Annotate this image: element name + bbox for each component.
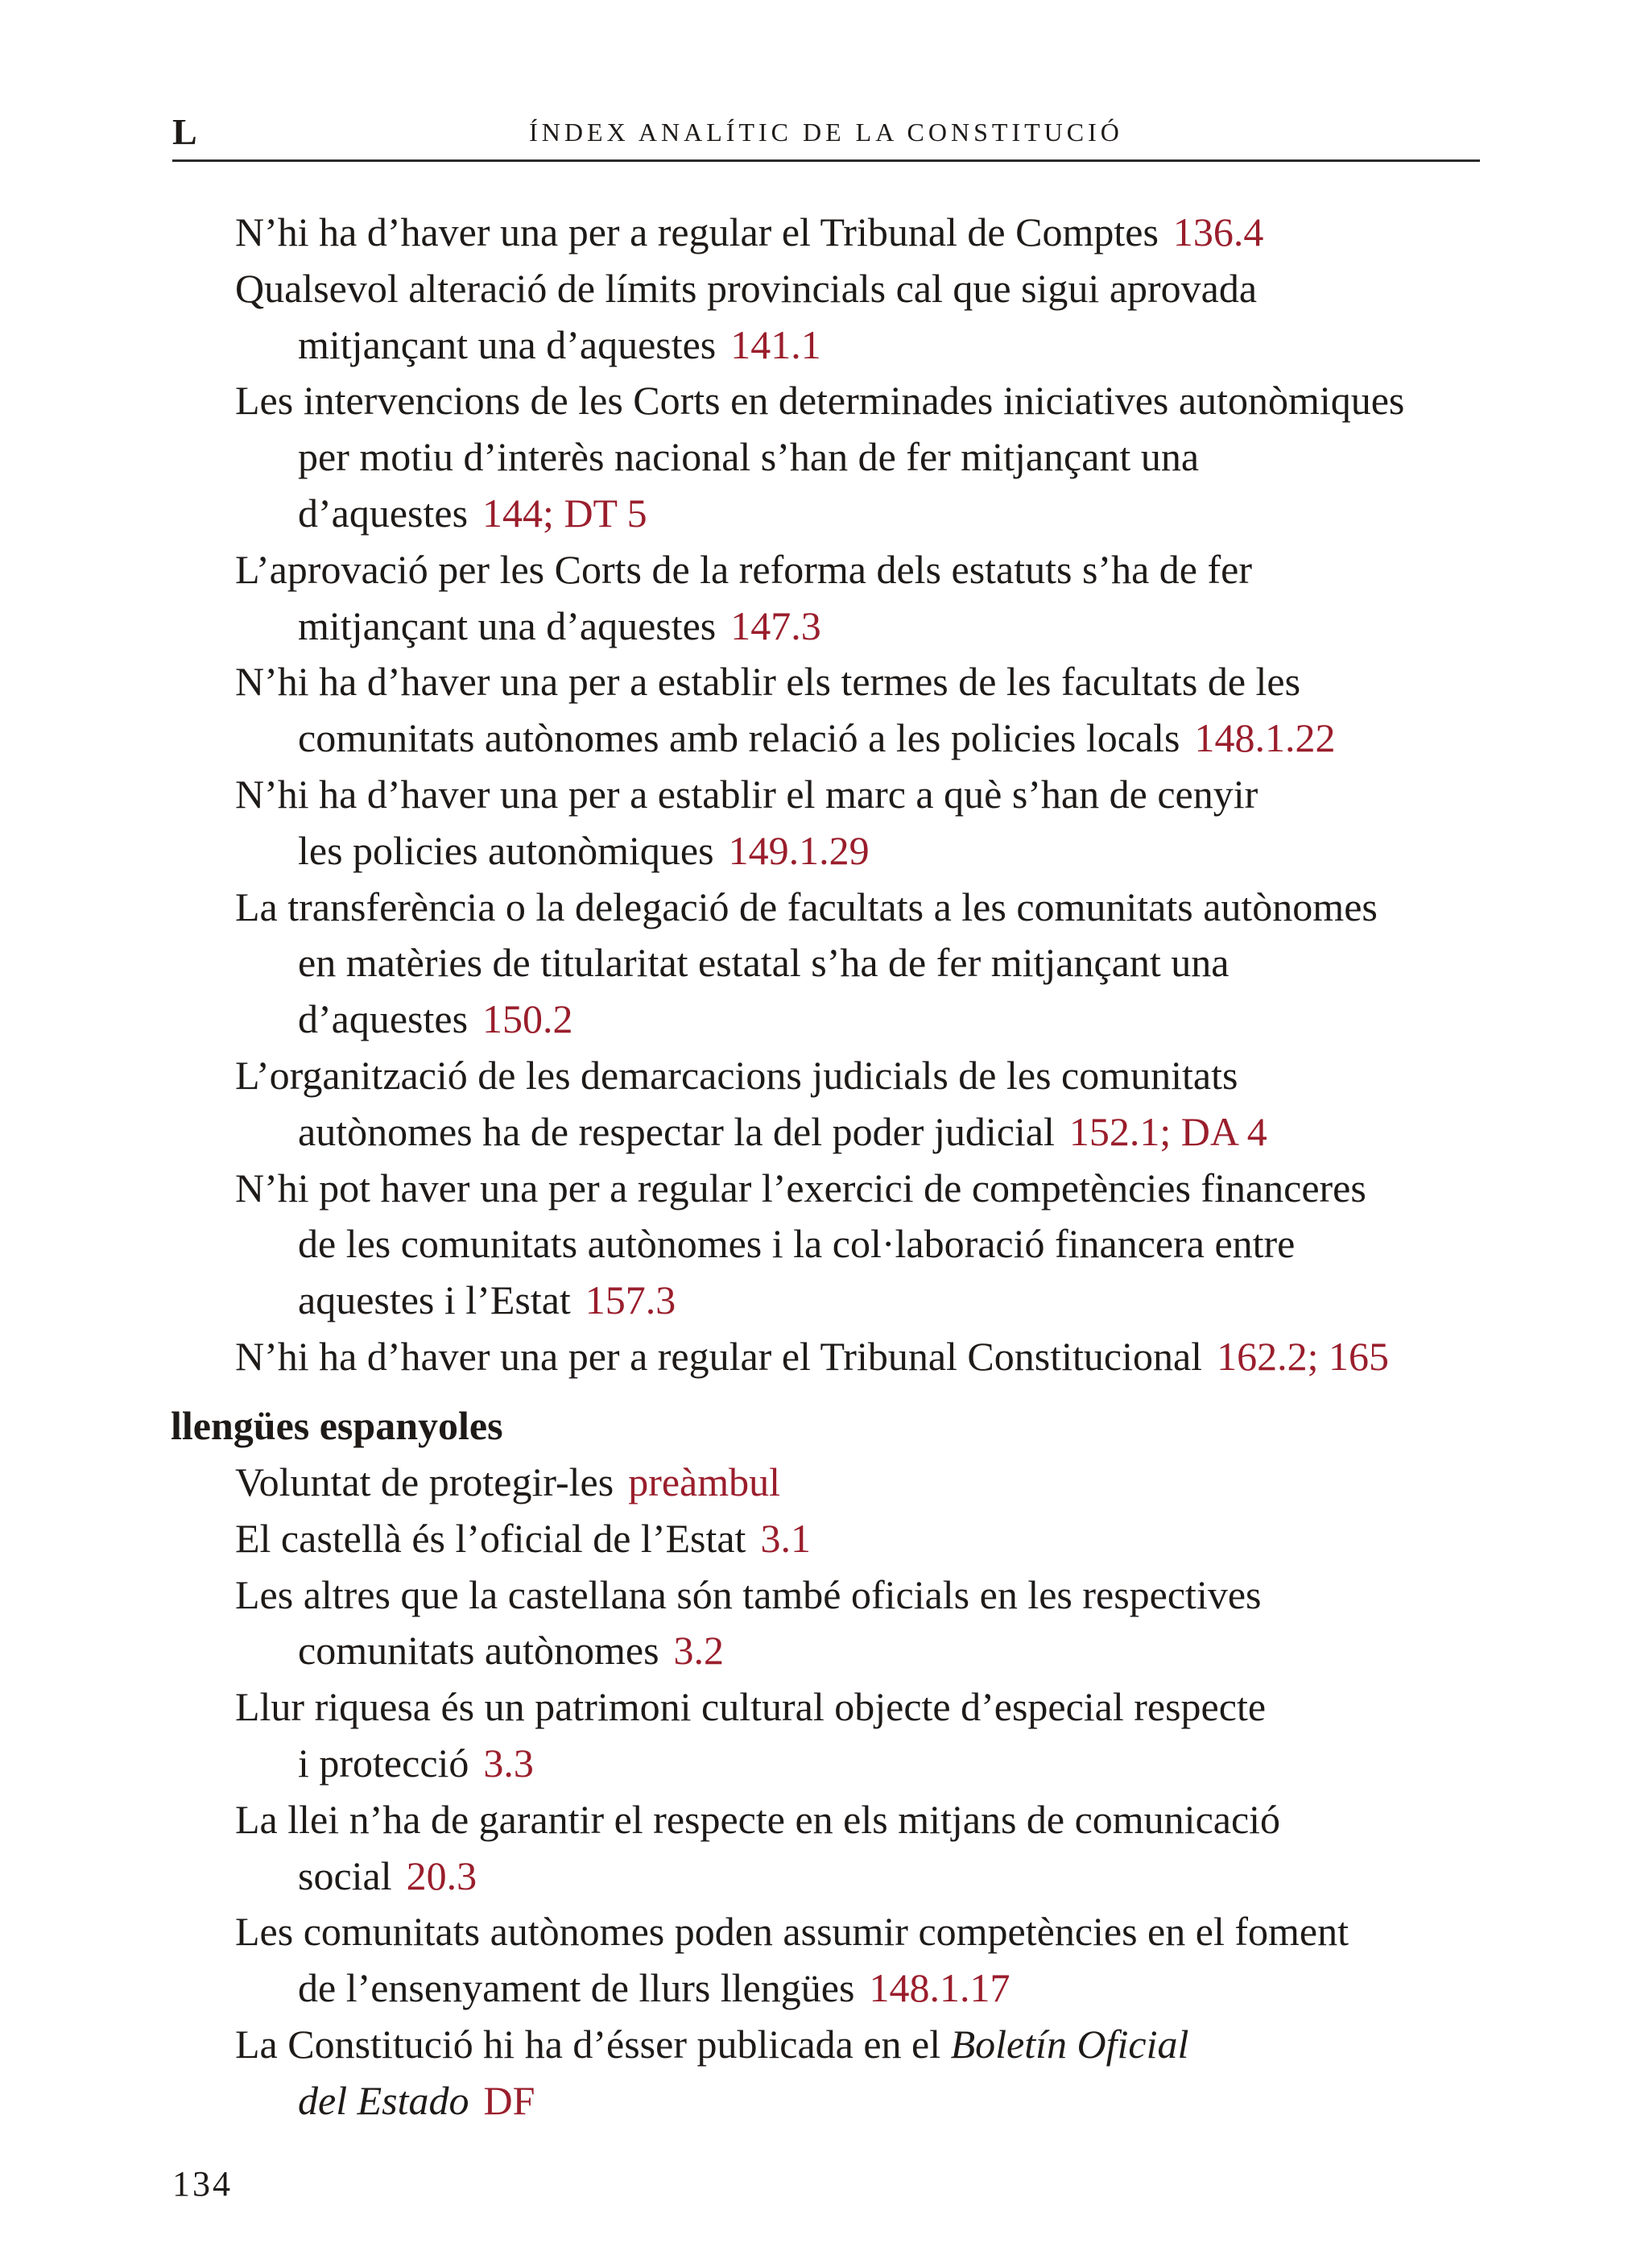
header-rule [172,159,1480,162]
entry-line [235,1682,1266,1731]
entry-line [235,657,1300,706]
article-reference: 157.3 [585,1277,676,1322]
entry-line [235,1051,1238,1099]
entry-continuation-line [298,432,1199,481]
entry-text: comunitats autònomes [298,1628,659,1673]
entry-continuation-line [298,1739,534,1787]
running-title: ÍNDEX ANALÍTIC DE LA CONSTITUCIÓ [529,118,1123,147]
entry-text: per motiu d’interès nacional s’han de fer mitjançant una [298,434,1200,479]
entry-line [235,1514,811,1562]
entry-text: les policies autonòmiques [298,828,714,873]
entry-continuation-line [298,1107,1267,1156]
entry-continuation-line [298,1219,1295,1268]
article-reference: 3.1 [760,1516,811,1561]
index-heading: llengües espanyoles [171,1403,503,1448]
entry-italic-title: Boletín Oficial [950,2022,1189,2067]
entry-text: La llei n’ha de garantir el respecte en els mitjans de comunicació [235,1797,1281,1842]
entry-line [235,770,1258,818]
entry-text: social [298,1853,392,1898]
entry-text: L’organització de les demarcacions judicials de les comunitats [235,1053,1238,1098]
entry-line [235,883,1378,931]
entry-line [235,376,1404,424]
entry-continuation-line [298,1626,724,1674]
entry-text: Les intervencions de les Corts en determinades iniciatives autonòmiques [235,378,1405,423]
entry-continuation-line [298,826,870,875]
section-letter: L [172,111,197,152]
entry-text: La transferència o la delegació de facultats a les comunitats autònomes [235,884,1378,929]
entry-continuation-line [298,1276,676,1324]
entry-line [235,1571,1262,1619]
entry-text: Les comunitats autònomes poden assumir competències en el foment [235,1909,1349,1954]
entry-text: El castellà és l’oficial de l’Estat [235,1516,746,1561]
page-number: 134 [172,2164,233,2204]
entry-line [235,2020,1188,2068]
entry-text: N’hi ha d’haver una per a regular el Tribunal Constitucional [235,1334,1203,1379]
article-reference: 149.1.29 [728,828,870,873]
article-reference: 152.1; DA 4 [1068,1109,1267,1154]
entry-text: de les comunitats autònomes i la col·laboració financera entre [298,1221,1296,1266]
entry-continuation-line [298,995,573,1043]
entry-line [235,1164,1366,1212]
entry-text: d’aquestes [298,996,469,1041]
article-reference: 20.3 [406,1853,477,1898]
entry-text: Voluntat de protegir-les [235,1459,614,1504]
article-reference: DF [483,2078,535,2123]
entry-text: La Constitució hi ha d’ésser publicada en el [235,2022,951,2067]
entry-continuation-line [298,321,821,369]
article-reference: 3.3 [483,1740,534,1786]
entry-line [235,264,1257,312]
entry-continuation-line [298,1964,1010,2012]
entry-text: N’hi pot haver una per a regular l’exercici de competències financeres [235,1165,1366,1211]
entry-text: aquestes i l’Estat [298,1277,571,1322]
entry-continuation-line [298,2076,535,2125]
entry-line [235,545,1252,594]
article-reference: 144; DT 5 [482,490,647,536]
entry-line [235,1795,1280,1844]
entry-continuation-line [298,602,821,650]
entry-text: de l’ensenyament de llurs llengües [298,1965,855,2010]
entry-continuation-line [298,1852,477,1900]
entry-text: Les altres que la castellana són també oficials en les respectives [235,1572,1262,1617]
entry-text: comunitats autònomes amb relació a les policies locals [298,715,1180,760]
article-reference: 148.1.17 [869,1965,1010,2010]
entry-text: L’aprovació per les Corts de la reforma dels estatuts s’ha de fer [235,547,1252,592]
article-reference: 147.3 [730,603,821,648]
entry-italic-title: del Estado [298,2078,469,2123]
entry-text: mitjançant una d’aquestes [298,603,717,648]
article-reference: 148.1.22 [1194,715,1336,760]
entry-text: N’hi ha d’haver una per a establir el marc a què s’han de cenyir [235,772,1258,817]
entry-text: i protecció [298,1740,469,1786]
entry-text: d’aquestes [298,490,469,536]
article-reference: 136.4 [1172,209,1264,255]
entry-text: mitjançant una d’aquestes [298,322,717,367]
entry-continuation-line [298,714,1336,762]
entry-text: Llur riquesa és un patrimoni cultural objecte d’especial respecte [235,1684,1267,1729]
entry-continuation-line [298,938,1229,987]
running-header [172,110,1480,161]
article-reference: preàmbul [628,1459,781,1504]
article-reference: 162.2; 165 [1217,1334,1389,1379]
entry-text: Qualsevol alteració de límits provincials cal que sigui aprovada [235,266,1258,311]
entry-line [235,1458,780,1506]
article-reference: 141.1 [730,322,821,367]
entry-text: en matèries de titularitat estatal s’ha de fer mitjançant una [298,940,1230,985]
entry-text: N’hi ha d’haver una per a establir els termes de les facultats de les [235,659,1301,704]
article-reference: 3.2 [673,1628,725,1673]
entry-line [235,1332,1389,1380]
entry-line [235,208,1263,256]
article-reference: 150.2 [482,996,573,1041]
entry-text: autònomes ha de respectar la del poder judicial [298,1109,1055,1154]
entry-text: N’hi ha d’haver una per a regular el Tribunal de Comptes [235,209,1159,255]
entry-line [235,1907,1349,1956]
entry-continuation-line [298,489,647,537]
